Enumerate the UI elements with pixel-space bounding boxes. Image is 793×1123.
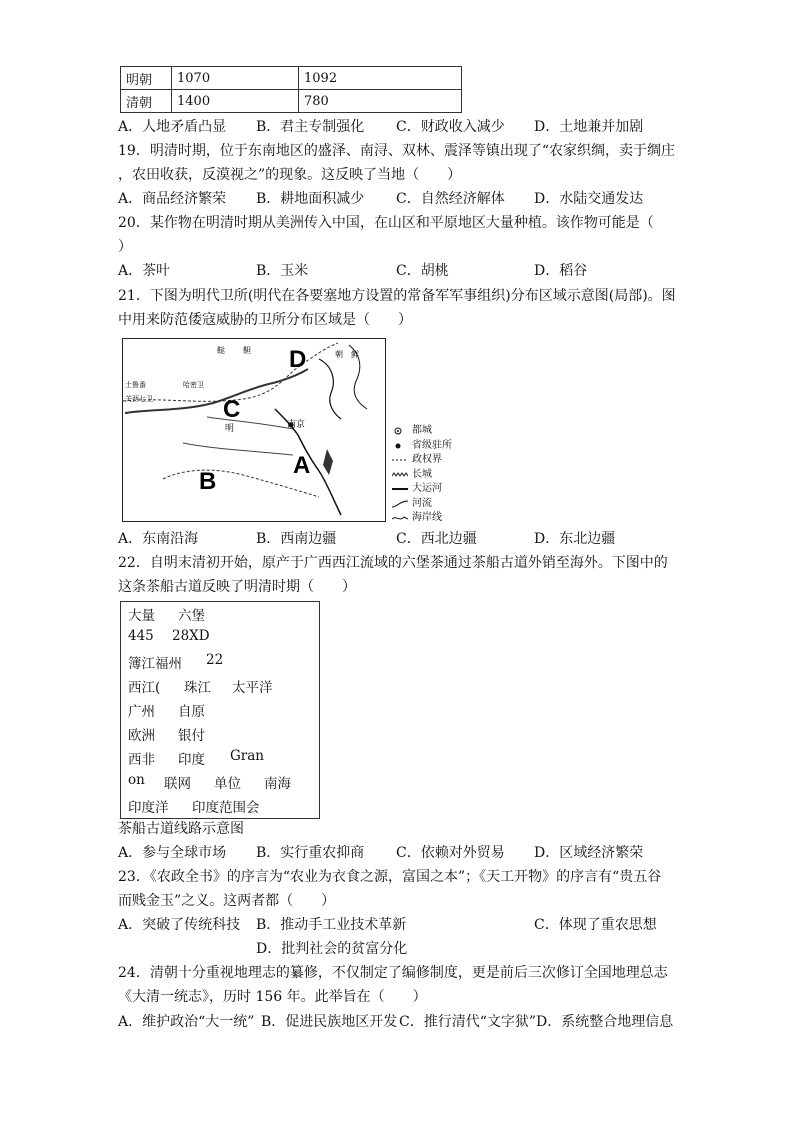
legend-item: 都城 xyxy=(392,424,452,439)
map-legend xyxy=(392,424,452,526)
tea-route-diagram: 大量 六堡 445 28XD 簿江福州 22 西江( 珠江 太平洋 广州 自原 欧洲 银付 西非 印度 Gran on 联网 单位 南海 印度洋 印度范围会 xyxy=(120,601,320,819)
option-a[interactable]: A．人地矛盾凸显 xyxy=(118,119,227,135)
region-label-b: B xyxy=(199,468,217,495)
option-d[interactable]: D．水陆交通发达 xyxy=(534,191,644,207)
option-b[interactable]: B．实行重农抑商 xyxy=(256,845,365,861)
option-c[interactable]: C．胡桃 xyxy=(396,263,449,279)
option-b[interactable]: B．玉米 xyxy=(256,263,309,279)
option-b[interactable]: B．君主专制强化 xyxy=(256,119,365,135)
region-label-a: A xyxy=(293,452,311,479)
question-text: 20．某作物在明清时期从美洲传入中国，在山区和平原地区大量种植。该作物可能是（ xyxy=(118,215,654,231)
option-d[interactable]: D．稻谷 xyxy=(534,263,588,279)
question-text: 21．下图为明代卫所(明代在各要塞地方设置的常备军军事组织)分布区域示意图(局部)。图 xyxy=(118,288,676,304)
option-a[interactable]: A．商品经济繁荣 xyxy=(118,191,227,207)
q21-options xyxy=(118,530,678,548)
option-d[interactable]: D．东北边疆 xyxy=(534,531,616,547)
map-label: 土鲁番 xyxy=(125,381,146,389)
data-table xyxy=(120,66,462,113)
question-text: 24．清朝十分重视地理志的纂修，不仅制定了编修制度，更是前后三次修订全国地理总志 xyxy=(118,965,668,981)
option-a[interactable]: A．茶叶 xyxy=(118,263,171,279)
question-text: 《大清一统志》，历时 156 年。此举旨在（ ） xyxy=(118,989,427,1005)
option-c[interactable]: C．西北边疆 xyxy=(396,531,477,547)
table-row xyxy=(121,67,462,90)
option-a[interactable]: A．参与全球市场 xyxy=(118,845,227,861)
legend-item: 长城 xyxy=(392,468,452,483)
question-text: 19．明清时期，位于东南地区的盛泽、南浔、双林、震泽等镇出现了“农家织绸，卖于绸庄 xyxy=(118,143,675,159)
question-text: 23．《农政全书》的序言为“农业为衣食之源，富国之本”；《天工开物》的序言有“贵五谷 xyxy=(118,869,662,885)
option-c[interactable]: C．依赖对外贸易 xyxy=(396,845,505,861)
map-label: 哈密卫 xyxy=(183,381,204,389)
option-d[interactable]: D．系统整合地理信息 xyxy=(536,1014,674,1030)
ming-garrison-map xyxy=(122,338,386,522)
q20-options xyxy=(118,262,678,280)
figure-caption: 茶船古道线路示意图 xyxy=(118,821,244,837)
option-b[interactable]: B．促进民族地区开发 xyxy=(261,1014,398,1030)
option-a[interactable]: A．突破了传统科技 xyxy=(118,917,241,933)
q18-options xyxy=(118,118,678,136)
map-label: 南京 xyxy=(287,420,306,430)
map-label: 鲜 xyxy=(351,350,359,359)
question-text: 22．自明末清初开始，原产于广西西江流域的六堡茶通过茶船古道外销至海外。下图中的 xyxy=(118,555,668,571)
option-c[interactable]: C．自然经济解体 xyxy=(396,191,505,207)
map-label: 鞑 xyxy=(217,346,225,355)
table-cell: 780 xyxy=(299,90,462,113)
option-a[interactable]: A．东南沿海 xyxy=(118,531,199,547)
table-cell: 明朝 xyxy=(121,67,172,90)
option-b[interactable]: B．耕地面积减少 xyxy=(256,191,365,207)
map-label: 明 xyxy=(225,424,235,434)
region-label-c: C xyxy=(223,396,241,423)
q22-options xyxy=(118,844,678,862)
map-label: 靼 xyxy=(243,346,251,355)
q23-options-row2 xyxy=(118,940,678,958)
map-drawing xyxy=(123,339,385,521)
legend-item: 河流 xyxy=(392,497,452,512)
q19-options xyxy=(118,190,678,208)
question-text: 中用来防范倭寇威胁的卫所分布区域是（ ） xyxy=(118,312,412,328)
option-b[interactable]: B．推动手工业技术革新 xyxy=(256,917,407,933)
option-c[interactable]: C．财政收入减少 xyxy=(396,119,505,135)
table-cell: 1092 xyxy=(299,67,462,90)
option-c[interactable]: C．推行清代“文字狱” xyxy=(399,1014,537,1030)
option-d[interactable]: D．土地兼并加剧 xyxy=(534,119,644,135)
table-cell: 1400 xyxy=(172,90,299,113)
option-c[interactable]: C．体现了重农思想 xyxy=(534,917,657,933)
legend-item: 大运河 xyxy=(412,483,442,494)
option-d[interactable]: D．批判社会的贫富分化 xyxy=(256,941,408,957)
q24-options xyxy=(118,1013,678,1031)
option-b[interactable]: B．西南边疆 xyxy=(256,531,337,547)
map-label: 朝 xyxy=(335,350,343,359)
map-label: 关西七卫 xyxy=(125,395,153,403)
table-cell: 清朝 xyxy=(121,90,172,113)
table-cell: 1070 xyxy=(172,67,299,90)
region-label-d: D xyxy=(289,346,307,373)
option-a[interactable]: A．维护政治“大一统” xyxy=(118,1014,255,1030)
question-text: 这条茶船古道反映了明清时期（ ） xyxy=(118,579,356,595)
option-d[interactable]: D．区域经济繁荣 xyxy=(534,845,644,861)
question-text: ，农田收获，反漠视之”的现象。这反映了当地（ ） xyxy=(118,167,462,183)
question-text: ） xyxy=(118,239,132,255)
legend-item: 省级驻所 xyxy=(392,439,452,454)
table-row xyxy=(121,90,462,113)
legend-item: 政权界 xyxy=(412,454,442,465)
legend-item: 海岸线 xyxy=(392,511,452,526)
q23-options xyxy=(118,916,678,934)
question-text: 而贱金玉”之义。这两者都（ ） xyxy=(118,893,336,909)
